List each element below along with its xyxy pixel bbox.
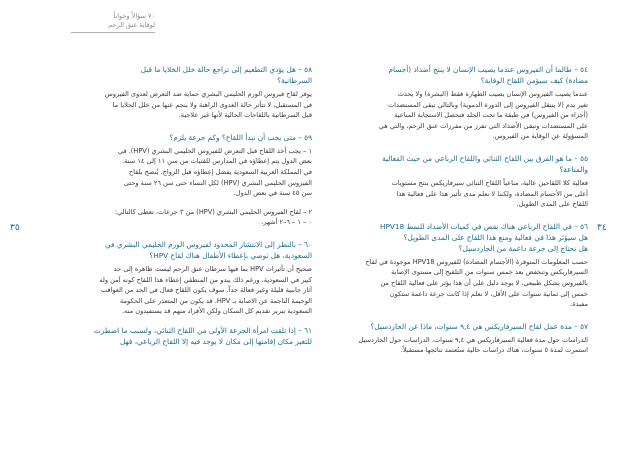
answer-line: في المملكة العربية السعودية يفضل إعطاؤه قبل الزواج. يُنصح بلقاح [128, 167, 312, 176]
answer-57 [330, 335, 588, 356]
answer-line: سن ٤٥ سنة في بعض الدول. [233, 189, 312, 198]
question-line: هل سيؤثر هذا في فعالية ومنع هذا اللقاح على المدى الطويل؟ [403, 232, 588, 242]
answer-line: ١ – يجب أخذ اللقاح قبل التعرض للفيروس الحليمي البشري (HPV). في [117, 146, 312, 155]
answer-line: قبل السرطانية باللقاحات الحالية لأنها غير علاجية. [178, 111, 312, 120]
page-number-left: ٣٥ [10, 223, 20, 233]
answer-line: الوخيمة الناجمة عن الاصابة بـ HPV، قد يكون من المتعذر على الحكومة [119, 296, 312, 305]
answer-59 [60, 146, 312, 199]
answer-line: بعض الدول يتم إعطاؤه في المدارس للفتيات من سن ١١ إلى ١٤ سنة. [122, 157, 312, 166]
right-page-column [330, 64, 588, 359]
answer-line: السعودية تبرير تقديم كل السكان ولكن الأفراد منهم قد يستفيدون منه. [122, 307, 312, 316]
question-60 [60, 239, 312, 261]
question-58 [60, 64, 312, 86]
answer-56 [330, 257, 588, 310]
answer-line: صحيح أن تأثيرات HPV بما فيها سرطان عنق الرحم ليست ظاهرة إلى حد [113, 264, 312, 273]
question-line: ٥٤ – طالما أن الفيروس عندما يصيب الإنسان لا ينتج أضداد (أجسام [388, 65, 588, 74]
answer-line: المسؤولة عن الوقاية من الفيروس. [492, 132, 588, 141]
header-subtitle: لوقاية عنق الرحم [108, 21, 155, 29]
question-line: والمناعة؟ [559, 164, 588, 174]
question-56 [330, 221, 588, 254]
question-line: ٦٠ – بالنظر إلى الانتشار المحدود لفيروس الورم الحليمي البشري في [105, 239, 312, 249]
question-line: ٥٧ – مدة عمل لقاح السيرفاريكس هي ٩,٤ سنوات، ماذا عن الجاردسيل؟ [370, 321, 588, 331]
question-line: ٥٨ – هل يؤدي التطعيم إلى تراجع حالة خلل الخلايا ما قبل [140, 65, 312, 74]
question-61 [60, 325, 312, 347]
question-55 [330, 153, 588, 175]
question-54 [330, 64, 588, 86]
answer-54 [330, 89, 588, 142]
answer-line: مفيدة. [570, 300, 588, 309]
answer-line: ٢ – لقاح الفيروس الحليمي البشري (HPV) من ٣ جرعات، تعطى كالتالي: [114, 207, 312, 216]
question-57 [330, 321, 588, 332]
answer-line: آثار جانبية قليلة وغير فعالة جداً. سوف يكون اللقاح فعال في الحد من العواقب [100, 286, 312, 295]
answer-line: ٠ – ١ – ٦–٢ أشهر. [261, 218, 312, 227]
answer-line: حسب المعلومات المتوفرة (الأجسام المضادة) للفيروس HPV18 موجودة في لقاح [365, 257, 588, 266]
header-rule [71, 32, 155, 33]
question-line: ٦١ – إذا تلقت امرأة الجرعة الأولى من اللقاح الثنائي، ولسبب ما اضطرت [94, 325, 312, 335]
answer-55 [330, 178, 588, 210]
question-line: هل نحتاج إلى جرعة داعمة من الجاردسيل؟ [458, 243, 588, 253]
question-line: السرطانية؟ [277, 76, 312, 85]
answer-line: الدراسات حول مدة فعالية السيرفاريكس هي ٩,٤ سنوات، الدراسات حول الجاردسيل [358, 335, 588, 344]
answer-line: تغير بدم (لا ينتقل الفيروس إلى الدورة الدموية) وبالتالي تبقى المستضدات [387, 100, 588, 109]
question-line: للتغير مكان إقامتها إلى مكان لا يوجد فيه إلا اللقاح الرباعي، فهل [120, 336, 312, 346]
answer-line: في المستقبل، لا تتأثر حالة العدوى الراهنة ولا ينجم عنها من خلل الخلايا ما [112, 100, 312, 109]
answer-line: الفيروس الحليمي البشري (HPV) لكل النساء حتى سن ٢٦ سنة وحتى [123, 178, 312, 187]
answer-line: أعلى من الأجسام المضادة، ولكننا لا نعلم مدى تأثير هذا على فعالية هذا [396, 189, 588, 198]
answer-line: عندما يصيب الفيروس الإنسان يصيب الطهارة فقط (البشرة) ولا يحدث [397, 90, 588, 98]
question-line: ٥٩ – متى يجب أن نبدأ اللقاح؟ وكم جرعة يلزم؟ [169, 132, 312, 142]
question-line: ٥٦ – في اللقاح الرباعي هناك نقص في كميات الأضداد للنمط HPV18 [380, 221, 588, 231]
answer-60 [60, 264, 312, 317]
question-59 [60, 132, 312, 143]
question-line: السعودية، هل توصي بإعطاء الأطفال هناك لقاح HPV؟ [149, 250, 312, 260]
answer-line: كبير في السعودية، ورغم ذلك يبدو من المنطقي إعطاء هذا اللقاح كونه آمن وله [99, 275, 312, 284]
left-page-column [60, 64, 312, 350]
answer-line: السيرفاريكس وتنخفض بعد خمس سنوات من التلقيح إلى مستوى الإصابة [391, 268, 588, 277]
answer-line: استمرت لمدة ٥ سنوات، هناك دراسات حالية ستُعتمد نتائجها مستقبلاً. [400, 346, 588, 355]
answer-line: بالفيروس بشكل طبيعي، لا يوجد دليل على أن هذا يؤثر على فعالية اللقاح من [380, 278, 588, 287]
question-line: مضادة) كيف سيؤمن اللقاح الوقاية؟ [480, 76, 588, 85]
answer-59-part-2 [60, 207, 312, 228]
answer-line: يوفر لقاح فيروس الورم الحليمي البشري حماية ضد التعرض لعدوى الفيروس [104, 90, 312, 98]
running-header [65, 12, 155, 30]
header-title: ٧٠ سؤالاً وجواباً [113, 12, 155, 20]
answer-line: على المستضدات وتبقى الأضداد التي تفرز من مفرزات عنق الرحم، والتي هي [378, 121, 588, 130]
answer-line: خمس إلى ثمانية سنوات على الأقل، لا نعلم إذا كانت جرعة داعمة ستكون [389, 289, 588, 298]
answer-58 [60, 89, 312, 121]
question-line: ٥٥ – ما هو الفرق بين اللقاح الثنائي واللقاح الرباعي من حيث الفعالية [382, 153, 588, 163]
answer-line: اللقاح على المدى الطويل. [516, 200, 588, 209]
page-number-right: ٣٤ [597, 223, 607, 233]
answer-line: فعالية كلا اللقاحين عالية، مناعياً اللقاح الثنائي سيرفاريكس ينتج مستويات [391, 178, 588, 187]
answer-line: (أجزاء من الفيروس) في طبقة ما تحت الجلد فتحصل الاستجابة المناعية [394, 111, 588, 120]
